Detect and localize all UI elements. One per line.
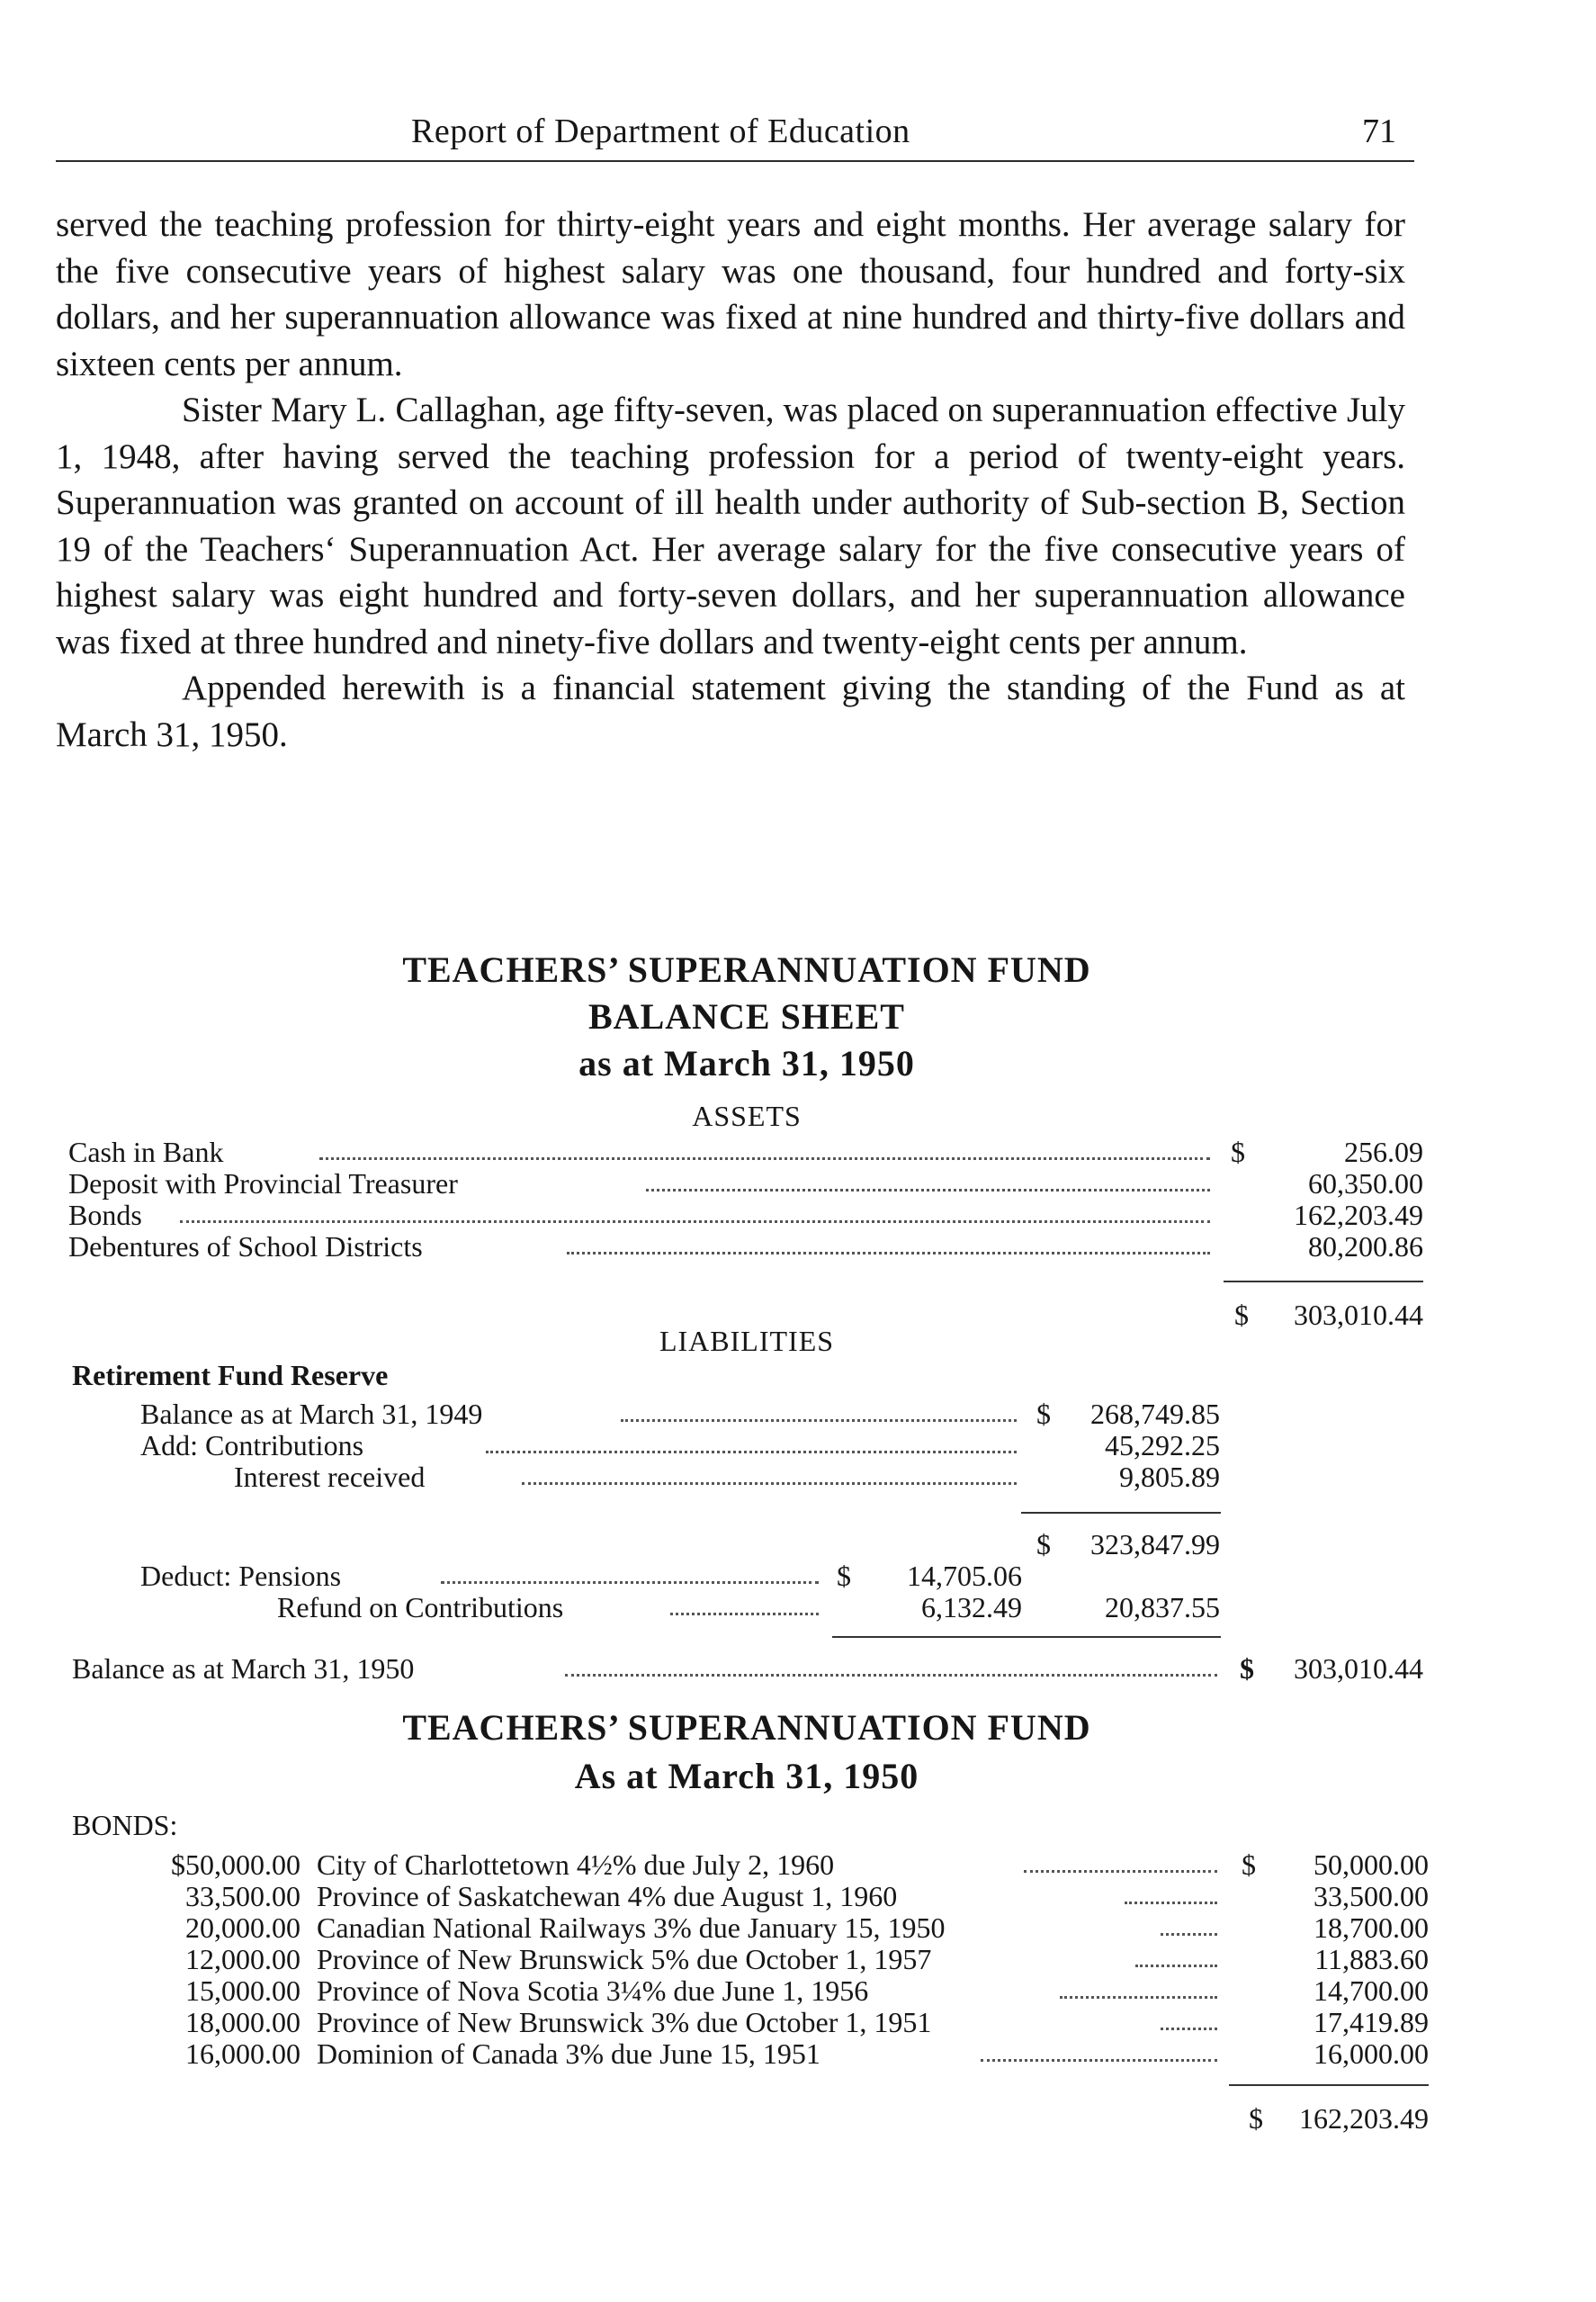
bond-book-value: 33,500.00 [1314,1880,1429,1912]
bond-description: Canadian National Railways 3% due January 15, 1950 [317,1911,946,1944]
paragraph-2: Sister Mary L. Callaghan, age fifty-seven, was placed on superannuation effective July 1, 1948, after having served the teaching profession for a period of twenty-eight years. Superannuation was granted on account of ill health under authority of Sub-section B, Section 19 of the Teachers‘ Superannuation Act. Her average salary for the five consecutive years of highest salary was eight hundred and forty-seven dollars, and her superannuation allowance was fixed at three hundred and ninety-five dollars and twenty-eight cents per annum. [56,391,1405,661]
bonds-section-label: BONDS: [72,1809,178,1841]
deduct-total-rule [1021,1636,1221,1638]
bond-face-value: 15,000.00 [185,1974,300,2007]
interest-label: Interest received [234,1461,426,1493]
bond-face-value: $50,000.00 [171,1848,300,1881]
bond-description: Province of Saskatchewan 4% due August 1, 1960 [317,1880,898,1912]
closing-balance-dollar: $ [1240,1652,1254,1685]
total-deducted-amount: 20,837.55 [1105,1591,1220,1623]
balance-sheet-subtitle: BALANCE SHEET [588,996,905,1037]
bond-description: Province of Nova Scotia 3¼% due June 1, 1956 [317,1974,869,2007]
asset-label-cash: Cash in Bank [68,1136,224,1168]
dot-leader [1125,1898,1217,1904]
balance-sheet-title: TEACHERS’ SUPERANNUATION FUND [402,949,1091,990]
total-rule [1224,1281,1423,1282]
bond-book-value: 11,883.60 [1314,1943,1429,1975]
bond-face-value: 18,000.00 [185,2006,300,2038]
asset-amount-cash: 256.09 [1344,1136,1423,1168]
bonds-total-dollar: $ [1249,2102,1263,2135]
asset-label-bonds: Bonds [68,1199,142,1231]
dot-leader [441,1578,819,1584]
dot-leader [1060,1992,1217,1999]
assets-total-amount: 303,010.44 [1294,1299,1423,1331]
page-number: 71 [1362,112,1396,150]
balance-prior-dollar: $ [1036,1398,1051,1430]
dot-leader [180,1217,1210,1223]
bond-book-value: 16,000.00 [1314,2037,1429,2070]
refund-label: Refund on Contributions [277,1591,564,1623]
bond-book-value: 18,700.00 [1314,1911,1429,1944]
bond-description: Province of New Brunswick 5% due October 1, 1957 [317,1943,932,1975]
bond-face-value: 33,500.00 [185,1880,300,1912]
bond-description: City of Charlottetown 4½% due July 2, 1960 [317,1848,835,1881]
bond-description: Dominion of Canada 3% due June 15, 1951 [317,2037,820,2070]
bond-dollar-sign: $ [1242,1848,1256,1881]
running-head [56,106,1414,162]
pensions-dollar: $ [837,1560,851,1592]
asset-amount-bonds: 162,203.49 [1294,1199,1423,1231]
assets-heading: ASSETS [692,1100,802,1132]
asset-amount-debentures: 80,200.86 [1308,1230,1423,1263]
reserve-heading: Retirement Fund Reserve [72,1359,389,1391]
bond-description: Province of New Brunswick 3% due October 1, 1951 [317,2006,932,2038]
closing-balance-amount: 303,010.44 [1294,1652,1423,1685]
liabilities-heading: LIABILITIES [659,1325,835,1357]
pensions-label: Deduct: Pensions [140,1560,342,1592]
bond-book-value: 17,419.89 [1314,2006,1429,2038]
paragraph-3: Appended herewith is a financial statement giving the standing of the Fund as at March 31, 1950. [56,669,1405,754]
dot-leader [486,1447,1017,1453]
dot-leader [1161,2024,1217,2030]
subtotal-rule [1021,1512,1221,1514]
bond-book-value: 14,700.00 [1314,1974,1429,2007]
dot-leader [981,2055,1217,2062]
dot-leader [670,1609,819,1615]
bonds-schedule-date: As at March 31, 1950 [574,1756,919,1796]
dot-leader [1135,1961,1217,1967]
dot-leader [1024,1866,1217,1873]
balance-sheet-date: as at March 31, 1950 [578,1043,915,1084]
dot-leader [522,1479,1017,1485]
asset-amount-deposit: 60,350.00 [1308,1167,1423,1200]
asset-dollar-sign: $ [1231,1136,1245,1168]
contributions-amount: 45,292.25 [1105,1429,1220,1461]
dot-leader [621,1416,1017,1422]
dot-leader [565,1670,1217,1677]
bond-face-value: 12,000.00 [185,1943,300,1975]
refund-amount: 6,132.49 [921,1591,1022,1623]
bond-face-value: 20,000.00 [185,1911,300,1944]
balance-prior-amount: 268,749.85 [1090,1398,1220,1430]
bond-face-value: 16,000.00 [185,2037,300,2070]
asset-label-debentures: Debentures of School Districts [68,1230,423,1263]
running-head-title: Report of Department of Education [411,112,910,150]
contributions-label: Add: Contributions [140,1429,364,1461]
closing-balance-label: Balance as at March 31, 1950 [72,1652,415,1685]
balance-prior-label: Balance as at March 31, 1949 [140,1398,483,1430]
subtotal-amount: 323,847.99 [1090,1528,1220,1560]
paragraph-1: served the teaching profession for thirty-eight years and eight months. Her average salary for the five consecutive years of highest salary was one thousand, four hundred and forty-six dollars, and her superannuation allowance was fixed at nine hundred and thirty-five dollars and sixteen cents per annum. [56,205,1405,383]
deduct-rule [832,1636,1026,1638]
dot-leader [1161,1929,1217,1936]
bonds-total-amount: 162,203.49 [1299,2102,1429,2135]
dot-leader [646,1185,1210,1191]
interest-amount: 9,805.89 [1119,1461,1220,1493]
dot-leader [567,1248,1210,1254]
assets-total-dollar: $ [1234,1299,1249,1331]
pensions-amount: 14,705.06 [907,1560,1022,1592]
bonds-total-rule [1229,2084,1429,2086]
asset-label-deposit: Deposit with Provincial Treasurer [68,1167,458,1200]
body-text [56,202,1405,758]
subtotal-dollar: $ [1036,1528,1051,1560]
dot-leader [319,1154,1210,1160]
bonds-schedule-title: TEACHERS’ SUPERANNUATION FUND [402,1707,1091,1748]
bond-book-value: 50,000.00 [1314,1848,1429,1881]
